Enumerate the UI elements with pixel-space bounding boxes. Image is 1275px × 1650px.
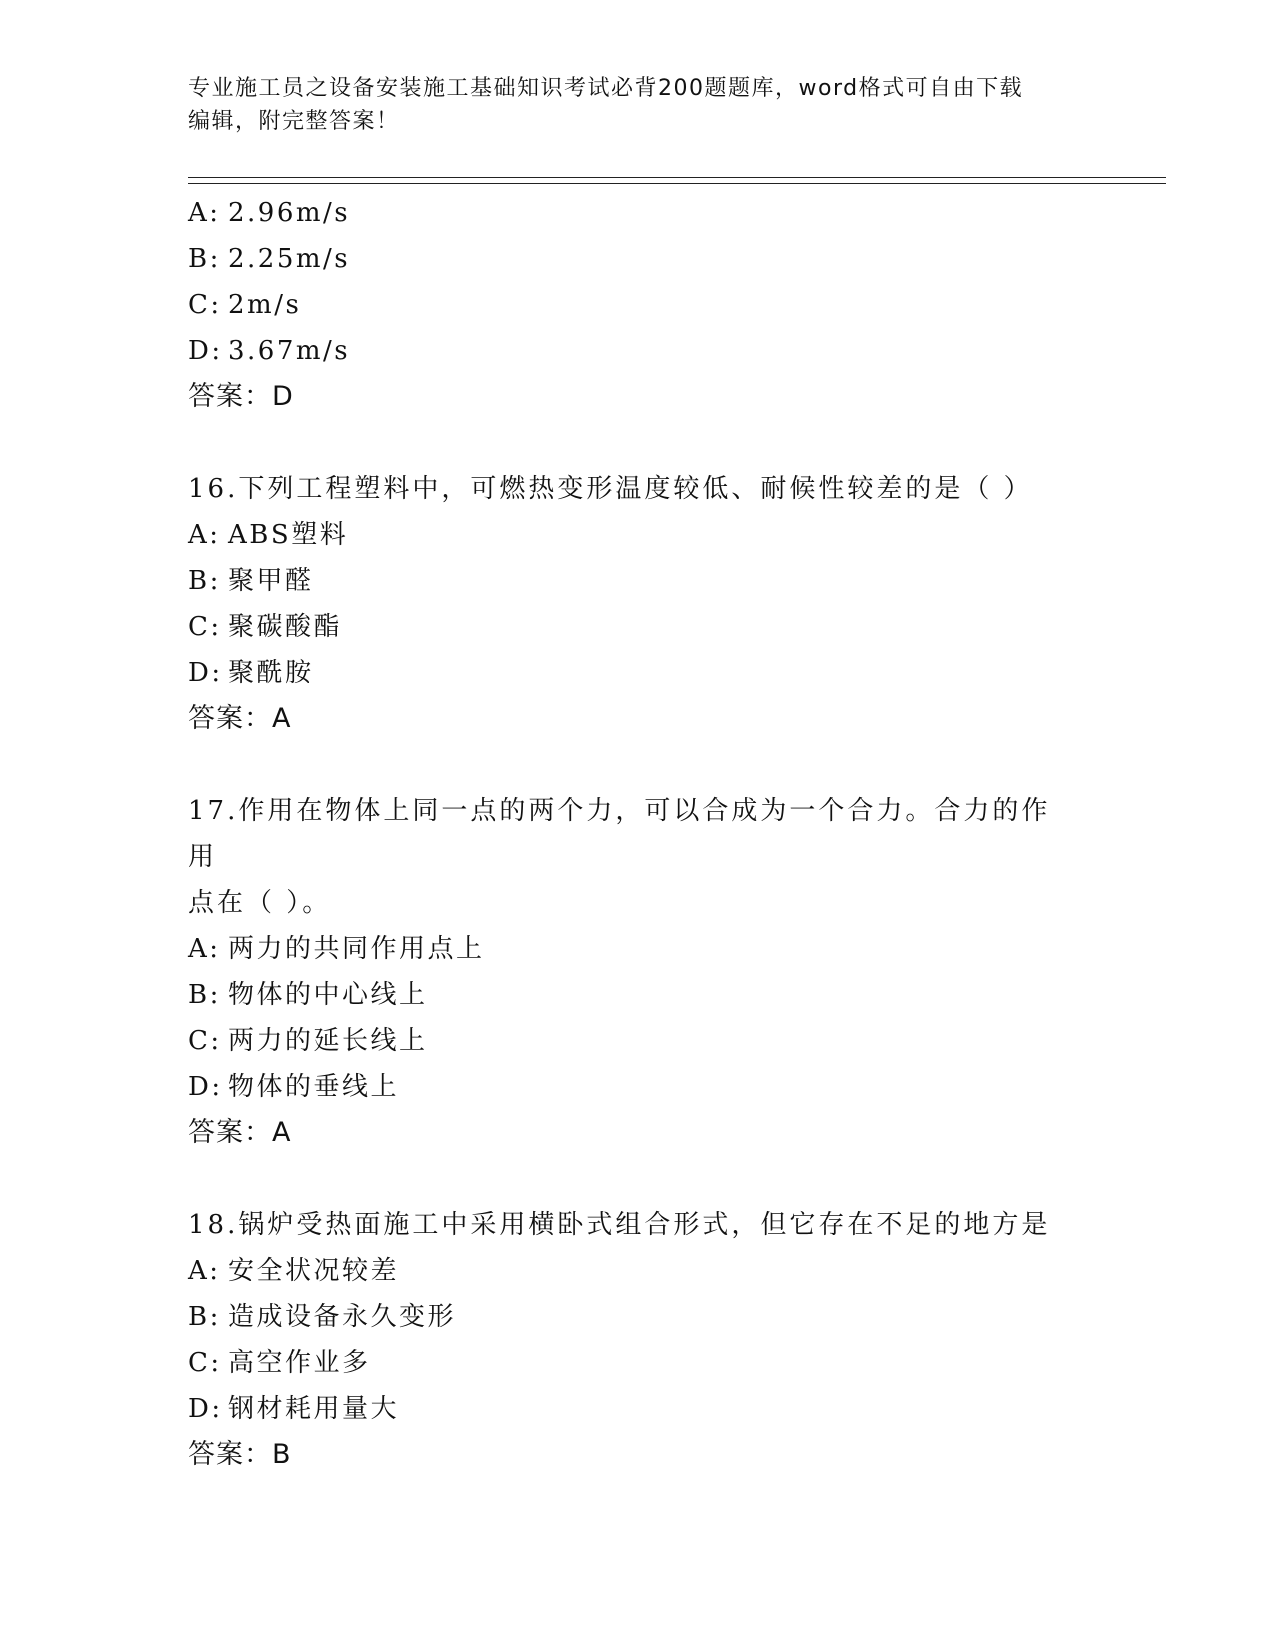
option-label: A: xyxy=(188,198,221,228)
option-d xyxy=(188,650,1088,696)
option-d xyxy=(188,328,1088,374)
header-title-line1: 专业施工员之设备安装施工基础知识考试必背200题题库，word格式可自由下载 xyxy=(188,76,1024,101)
option-label: B: xyxy=(188,566,221,596)
option-text: 造成设备永久变形 xyxy=(228,1302,457,1332)
option-label: C: xyxy=(188,1026,222,1056)
option-label: A: xyxy=(188,934,221,964)
option-label: C: xyxy=(188,290,222,320)
option-c xyxy=(188,282,1088,328)
option-label: A: xyxy=(188,520,221,550)
question-15 xyxy=(188,190,1088,420)
question-list xyxy=(188,190,1088,1478)
option-text: 2m/s xyxy=(228,290,302,320)
option-b xyxy=(188,972,1088,1018)
option-text: 钢材耗用量大 xyxy=(228,1394,400,1424)
option-text: 2.25m/s xyxy=(228,244,351,274)
option-a xyxy=(188,190,1088,236)
option-label: C: xyxy=(188,1348,222,1378)
header-title-line2: 编辑，附完整答案！ xyxy=(188,109,400,134)
question-16 xyxy=(188,466,1088,742)
option-text: 物体的垂线上 xyxy=(228,1072,400,1102)
option-c xyxy=(188,604,1088,650)
option-label: D: xyxy=(188,658,223,688)
option-c xyxy=(188,1340,1088,1386)
question-text-line2: 点在（ ）。 xyxy=(188,888,332,918)
option-label: C: xyxy=(188,612,222,642)
option-a xyxy=(188,512,1088,558)
question-17 xyxy=(188,788,1088,1156)
spacer xyxy=(188,420,1088,466)
option-label: B: xyxy=(188,1302,221,1332)
option-text: 聚酰胺 xyxy=(228,658,314,688)
option-label: A: xyxy=(188,1256,221,1286)
answer-line: 答案：A xyxy=(188,703,292,734)
question-18 xyxy=(188,1202,1088,1478)
option-a xyxy=(188,926,1088,972)
option-text: 两力的延长线上 xyxy=(228,1026,428,1056)
option-label: B: xyxy=(188,980,221,1010)
answer-line: 答案：A xyxy=(188,1117,292,1148)
option-text: ABS塑料 xyxy=(228,520,349,550)
answer-line: 答案：D xyxy=(188,381,294,412)
question-text: 18.锅炉受热面施工中采用横卧式组合形式，但它存在不足的地方是 xyxy=(188,1210,1051,1240)
option-d xyxy=(188,1386,1088,1432)
option-text: 安全状况较差 xyxy=(228,1256,400,1286)
option-text: 聚甲醛 xyxy=(228,566,314,596)
option-label: D: xyxy=(188,1072,223,1102)
spacer xyxy=(188,742,1088,788)
header-divider-top xyxy=(188,177,1166,178)
option-text: 两力的共同作用点上 xyxy=(228,934,485,964)
option-d xyxy=(188,1064,1088,1110)
option-b xyxy=(188,558,1088,604)
question-text-line1: 17.作用在物体上同一点的两个力，可以合成为一个合力。合力的作用 xyxy=(188,796,1051,872)
option-text: 3.67m/s xyxy=(228,336,351,366)
option-label: D: xyxy=(188,336,223,366)
option-text: 2.96m/s xyxy=(228,198,351,228)
document-header xyxy=(188,72,1068,138)
option-text: 高空作业多 xyxy=(228,1348,371,1378)
option-b xyxy=(188,236,1088,282)
header-divider-bottom xyxy=(188,183,1166,184)
option-text: 聚碳酸酯 xyxy=(228,612,343,642)
option-a xyxy=(188,1248,1088,1294)
question-text: 16.下列工程塑料中，可燃热变形温度较低、耐候性较差的是（ ） xyxy=(188,474,1033,504)
option-b xyxy=(188,1294,1088,1340)
spacer xyxy=(188,1156,1088,1202)
answer-line: 答案：B xyxy=(188,1439,292,1470)
option-text: 物体的中心线上 xyxy=(228,980,428,1010)
option-c xyxy=(188,1018,1088,1064)
option-label: B: xyxy=(188,244,221,274)
option-label: D: xyxy=(188,1394,223,1424)
